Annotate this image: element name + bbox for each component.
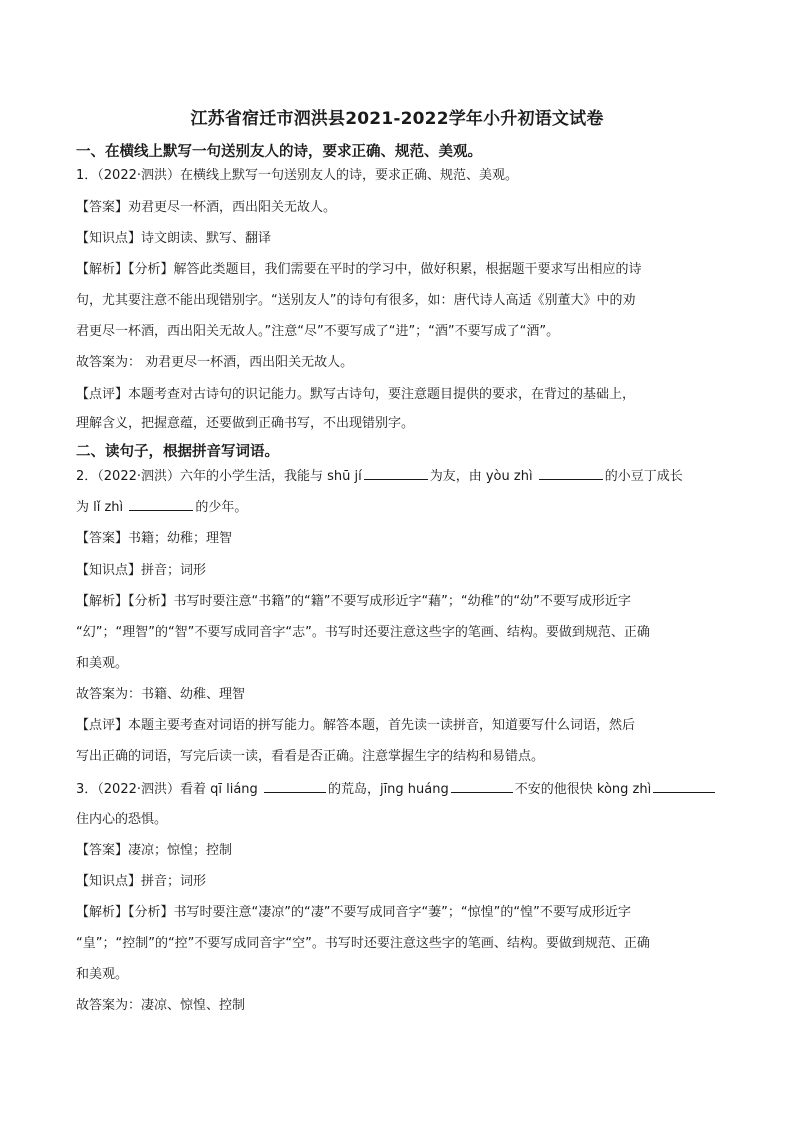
q2-stem-part-a: 2．（2022·泗洪）六年的小学生活，我能与 shū jí	[76, 469, 362, 484]
q2-blank-1[interactable]	[364, 466, 428, 480]
q3-analysis-line-3: 和美观。	[76, 967, 129, 982]
q2-comment-line-2: 写出正确的词语，写完后读一读，看看是否正确。注意掌握生字的结构和易错点。	[76, 749, 545, 764]
q1-stem: 1．（2022·泗洪）在横线上默写一句送别友人的诗，要求正确、规范、美观。	[76, 168, 518, 183]
q2-blank-2[interactable]	[539, 466, 603, 480]
q3-stem-part-a: 3．（2022·泗洪）看着 qī liáng	[76, 782, 258, 797]
q3-analysis-line-1: 【解析】【分析】书写时要注意“凄凉”的“凄”不要写成同音字“萋”；“惊惶”的“惶”不要写成形近字	[76, 905, 631, 920]
q2-analysis-line-3: 和美观。	[76, 656, 129, 671]
q1-comment-line-2: 理解含义，把握意蕴，还要做到正确书写，不出现错别字。	[76, 416, 415, 431]
section-heading-1: 一、在横线上默写一句送别友人的诗，要求正确、规范、美观。	[76, 144, 482, 160]
q1-analysis-line-1: 【解析】【分析】解答此类题目，我们需要在平时的学习中，做好积累，根据题干要求写出相应的诗	[76, 262, 642, 277]
q3-stem-line-1	[76, 779, 726, 800]
q2-knowledge: 【知识点】拼音；词形	[76, 563, 207, 578]
q2-stem-part-c: 的小豆丁成长	[604, 469, 683, 484]
q3-blank-3[interactable]	[653, 779, 715, 793]
q1-analysis-line-3: 君更尽一杯酒，西出阳关无故人。”注意“尽”不要写成了“进”；“酒”不要写成了“酒”。	[76, 324, 560, 339]
page-title: 江苏省宿迁市泗洪县2021-2022学年小升初语文试卷	[190, 109, 604, 129]
q1-comment-line-1: 【点评】本题考查对古诗句的识记能力。默写古诗句，要注意题目提供的要求，在背过的基础上，	[76, 387, 636, 402]
q2-stem-part-d: 为 lǐ zhì	[76, 500, 124, 515]
q3-stem-part-c: 不安的他很快 kòng zhì	[514, 782, 652, 797]
q3-blank-1[interactable]	[264, 779, 326, 793]
q2-stem-part-e: 的少年。	[195, 500, 248, 515]
q2-analysis-line-1: 【解析】【分析】书写时要注意“书籍”的“籍”不要写成形近字“藉”；“幼稚”的“幼”不要写成形近字	[76, 594, 631, 609]
q2-comment-line-1: 【点评】本题主要考查对词语的拼写能力。解答本题，首先读一读拼音，知道要写什么词语，然后	[76, 718, 636, 733]
q2-final: 故答案为：书籍、幼稚、理智	[76, 687, 246, 702]
section-heading-2: 二、读句子，根据拼音写词语。	[76, 444, 279, 460]
q2-answer: 【答案】书籍；幼稚；理智	[76, 531, 233, 546]
q3-blank-2[interactable]	[451, 779, 513, 793]
q1-final: 故答案为： 劝君更尽一杯酒，西出阳关无故人。	[76, 355, 354, 370]
q3-stem-part-b: 的荒岛，jīng huáng	[327, 782, 449, 797]
q3-final: 故答案为：凄凉、惊惶、控制	[76, 998, 246, 1013]
q1-knowledge: 【知识点】诗文朗读、默写、翻译	[76, 231, 272, 246]
q3-stem-line-2: 住内心的恐惧。	[76, 812, 168, 827]
q3-analysis-line-2: “皇”；“控制”的“控”不要写成同音字“空”。书写时还要注意这些字的笔画、结构。要做到规范、正确	[76, 936, 650, 951]
q2-stem-line-1	[76, 466, 726, 487]
q2-blank-3[interactable]	[129, 497, 193, 511]
q2-stem-part-b: 为友，由 yòu zhì	[429, 469, 533, 484]
q1-answer: 【答案】劝君更尽一杯酒，西出阳关无故人。	[76, 200, 337, 215]
q2-analysis-line-2: “幻”；“理智”的“智”不要写成同音字“志”。书写时还要注意这些字的笔画、结构。要做到规范、正确	[76, 625, 650, 640]
q1-analysis-line-2: 句，尤其要注意不能出现错别字。“送别友人”的诗句有很多，如：唐代诗人高适《别董大》中的劝	[76, 293, 636, 308]
q3-knowledge: 【知识点】拼音；词形	[76, 874, 207, 889]
q2-stem-line-2	[76, 497, 726, 518]
q3-answer: 【答案】凄凉；惊惶；控制	[76, 843, 233, 858]
